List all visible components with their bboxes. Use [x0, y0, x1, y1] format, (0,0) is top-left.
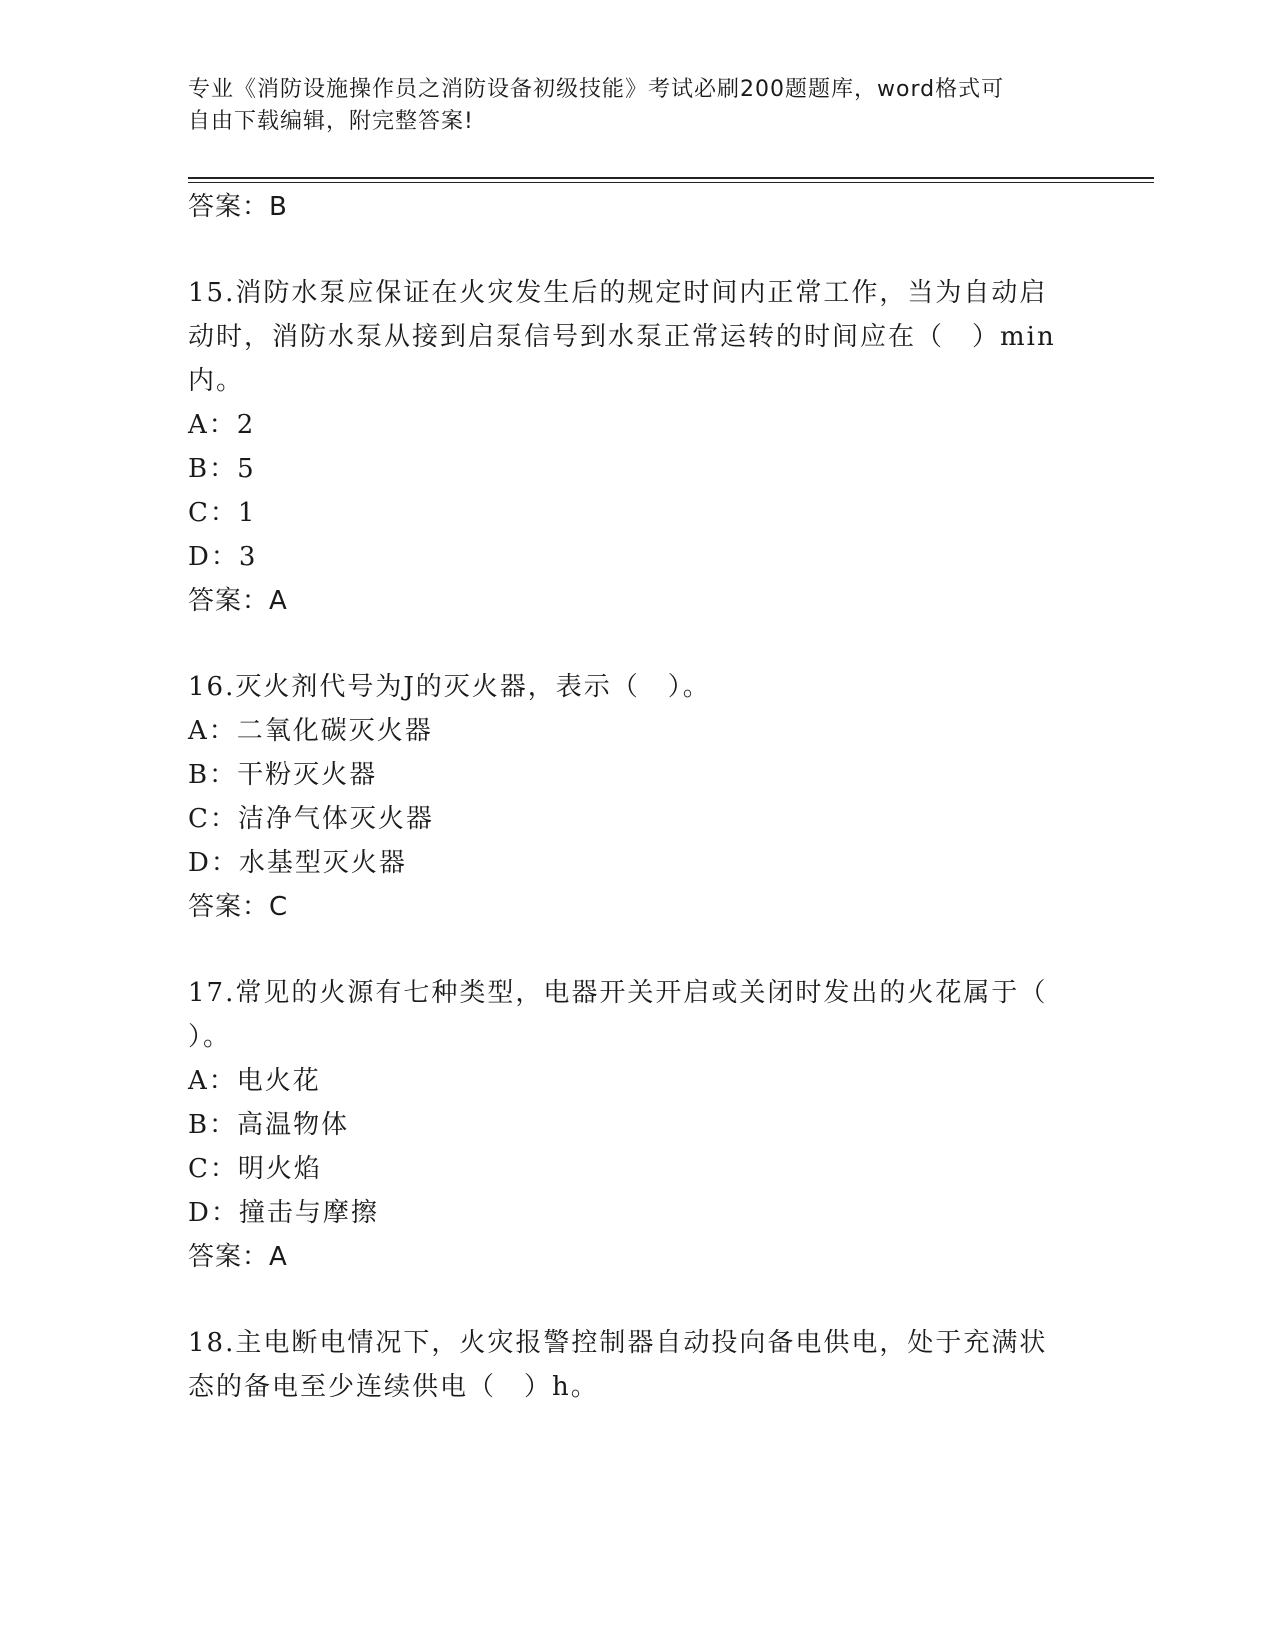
- question-17-option-c: C：明火焰: [188, 1154, 322, 1184]
- question-15-line-1: 15.消防水泵应保证在火灾发生后的规定时间内正常工作，当为自动启: [188, 278, 1048, 308]
- question-16-option-a: A：二氧化碳灭火器: [188, 716, 433, 746]
- header-line-1: 专业《消防设施操作员之消防设备初级技能》考试必刷200题题库，word格式可: [188, 77, 1005, 102]
- question-16-option-b: B：干粉灭火器: [188, 760, 378, 790]
- question-17-line-2: ）。: [188, 1022, 232, 1052]
- question-15-option-c: C：1: [188, 498, 257, 528]
- question-15-option-d: D：3: [188, 542, 258, 572]
- question-16-option-c: C：洁净气体灭火器: [188, 804, 434, 834]
- header-divider-thick: [188, 177, 1154, 179]
- answer-15: 答案：A: [188, 586, 288, 616]
- question-16-line-1: 16.灭火剂代号为J的灭火器，表示（ ）。: [188, 672, 711, 702]
- question-16-option-d: D：水基型灭火器: [188, 848, 407, 878]
- question-15-line-3: 内。: [188, 366, 245, 396]
- question-17-option-b: B：高温物体: [188, 1110, 350, 1140]
- answer-17: 答案：A: [188, 1242, 288, 1272]
- answer-14: 答案：B: [188, 192, 288, 222]
- header-divider-thin: [188, 182, 1154, 183]
- question-15-line-2: 动时，消防水泵从接到启泵信号到水泵正常运转的时间应在（ ）min: [188, 322, 1056, 352]
- question-15-option-b: B：5: [188, 454, 256, 484]
- question-18-line-1: 18.主电断电情况下，火灾报警控制器自动投向备电供电，处于充满状: [188, 1328, 1048, 1358]
- question-17-option-a: A：电火花: [188, 1066, 321, 1096]
- question-18-line-2: 态的备电至少连续供电（ ）h。: [188, 1372, 599, 1402]
- question-15-option-a: A：2: [188, 410, 256, 440]
- question-17-line-1: 17.常见的火源有七种类型，电器开关开启或关闭时发出的火花属于（: [188, 978, 1048, 1008]
- document-header: [188, 74, 1068, 138]
- question-17-option-d: D：撞击与摩擦: [188, 1198, 379, 1228]
- header-line-2: 自由下载编辑，附完整答案!: [188, 109, 474, 134]
- answer-16: 答案：C: [188, 892, 289, 922]
